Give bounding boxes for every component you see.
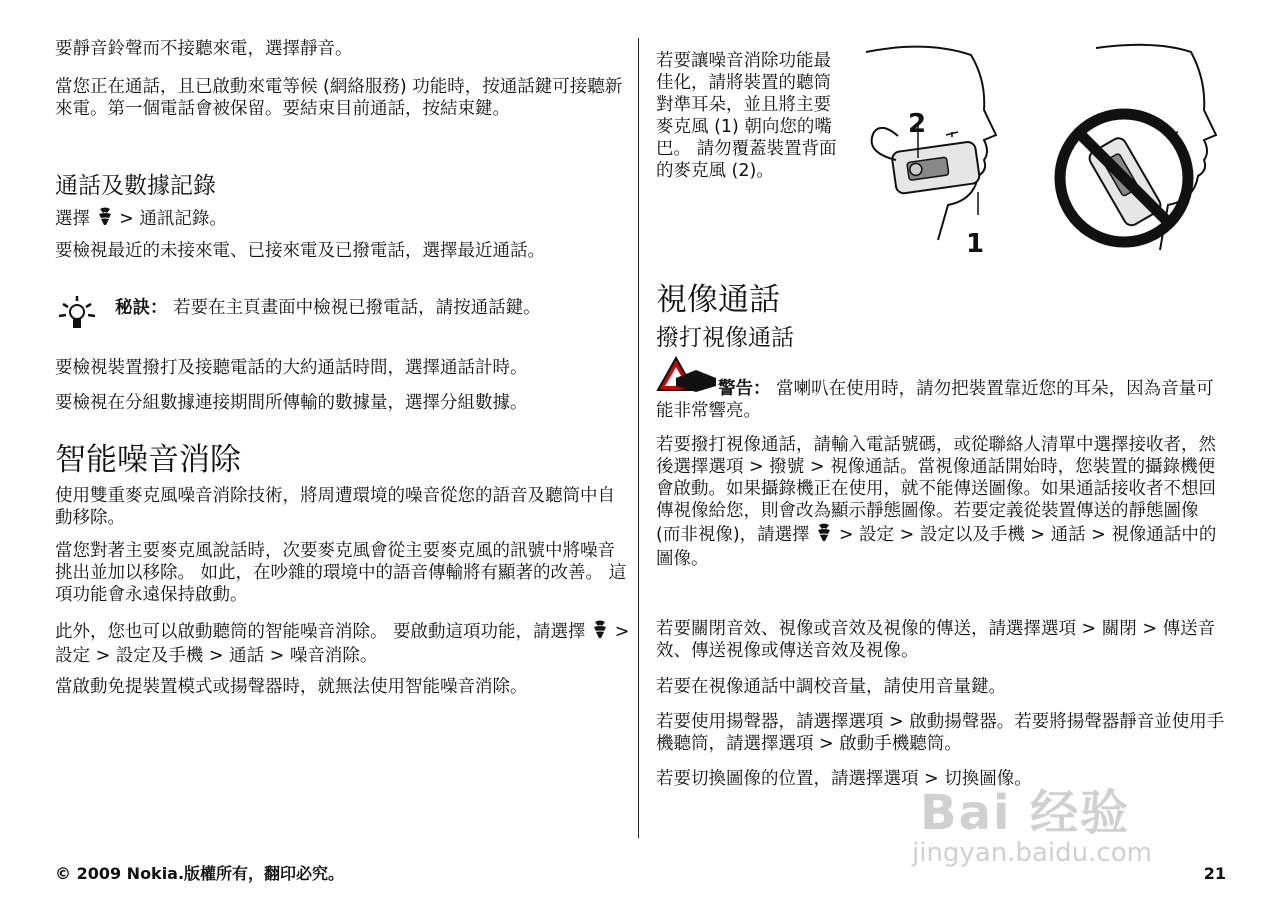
warning-label: 警告：	[718, 379, 771, 399]
menu-key-icon	[591, 619, 609, 645]
call-timer-text: 要檢視裝置撥打及接聽電話的大約通話時間，選擇通話計時。	[55, 358, 528, 378]
call-log-nav-post: > 通訊記錄。	[119, 209, 227, 229]
earpiece-figure	[856, 40, 1226, 264]
warning-body: 當喇叭在使用時，請勿把裝置靠近您的耳朵，因為音量可能非常響亮。	[656, 379, 1214, 421]
copyright-footer	[55, 862, 344, 886]
watermark-url: jingyan.baidu.com	[912, 838, 1152, 868]
call-log-nav-pre: 選擇	[55, 209, 90, 229]
noise-activate-pre: 此外，您也可以啟動聽筒的智能噪音消除。 要啟動這項功能，請選擇	[55, 622, 586, 642]
tip-label: 秘訣：	[115, 298, 168, 318]
menu-key-icon	[96, 206, 114, 232]
noise-activate-text	[55, 619, 635, 667]
call-waiting-text: 當您正在通話，且已啟動來電等候 (網絡服務) 功能時，按通話鍵可接聽新來電。第一個電話會被保留。要結束目前通話，按結束鍵。	[55, 77, 623, 119]
noise-activate-post: > 設定 > 設定及手機 > 通話 > 噪音消除。	[55, 622, 630, 666]
video-call-steps-text	[656, 434, 1226, 570]
make-video-call-heading: 撥打視像通話	[656, 325, 794, 351]
page-number: 21	[1203, 864, 1226, 883]
noise-cancel-heading: 智能噪音消除	[55, 442, 241, 478]
mute-ringtone-text: 要靜音鈴聲而不接聽來電，選擇靜音。	[55, 39, 353, 59]
speaker-text: 若要使用揚聲器，請選擇選項 > 啟動揚聲器。若要將揚聲器靜音並使用手機聽筒，請選擇選項 > 啟動手機聽筒。	[656, 712, 1225, 754]
call-log-nav	[55, 206, 227, 232]
column-divider	[638, 38, 639, 838]
recent-calls-text: 要檢視最近的未接來電、已接來電及已撥電話，選擇最近通話。	[55, 241, 545, 261]
warning-text	[656, 378, 1231, 422]
swap-image-text: 若要切換圖像的位置，請選擇選項 > 切換圖像。	[656, 769, 1032, 789]
packet-data-text: 要檢視在分組數據連接期間所傳輸的數據量，選擇分組數據。	[55, 393, 528, 413]
noise-limit-text: 當啟動免提裝置模式或揚聲器時，就無法使用智能噪音消除。	[55, 677, 528, 697]
tip-body: 若要在主頁畫面中檢視已撥電話，請按通話鍵。	[173, 298, 541, 318]
noise-intro-text: 使用雙重麥克風噪音消除技術，將周遭環境的噪音從您的語音及聽筒中自動移除。	[55, 486, 615, 528]
mic-placement-text: 若要讓噪音消除功能最佳化，請將裝置的聽筒對準耳朵，並且將主要麥克風 (1) 朝向您的嘴巴。 請勿覆蓋裝置背面的麥克風 (2)。	[656, 51, 837, 181]
video-call-heading: 視像通話	[656, 282, 780, 318]
tip-text	[115, 297, 615, 319]
video-call-steps-post: > 設定 > 設定以及手機 > 通話 > 視像通話中的圖像。	[656, 525, 1217, 569]
menu-key-icon	[815, 522, 833, 548]
video-call-steps-pre: 若要撥打視像通話，請輸入電話號碼，或從聯絡人清單中選擇接收者，然後選擇選項 > 撥號 > 視像通話。當視像通話開始時，您裝置的攝錄機便會啟動。如果攝錄機正在使用，就不能傳送圖像。如果通話接收者不想回傳視像給您，則會改為顯示靜態圖像。若要定義從裝置傳送的靜態圖像 (而非視像)，請選擇	[656, 435, 1216, 545]
figure-label-2: 2	[908, 109, 927, 139]
call-log-heading: 通話及數據記錄	[55, 173, 216, 199]
figure-label-1: 1	[966, 229, 985, 259]
volume-text: 若要在視像通話中調校音量，請使用音量鍵。	[656, 677, 1006, 697]
noise-detail-text: 當您對著主要麥克風說話時，次要麥克風會從主要麥克風的訊號中將噪音挑出並加以移除。 如此，在吵雜的環境中的語音傳輸將有顯著的改善。 這項功能會永遠保持啟動。	[55, 541, 627, 605]
tip-icon	[55, 294, 99, 342]
close-media-text: 若要關閉音效、視像或音效及視像的傳送，請選擇選項 > 關閉 > 傳送音效、傳送視像或傳送音效及視像。	[656, 619, 1216, 661]
copyright-text: © 2009 Nokia.版權所有，翻印必究。	[55, 864, 345, 883]
watermark-brand: Bai 经验	[920, 785, 1131, 841]
